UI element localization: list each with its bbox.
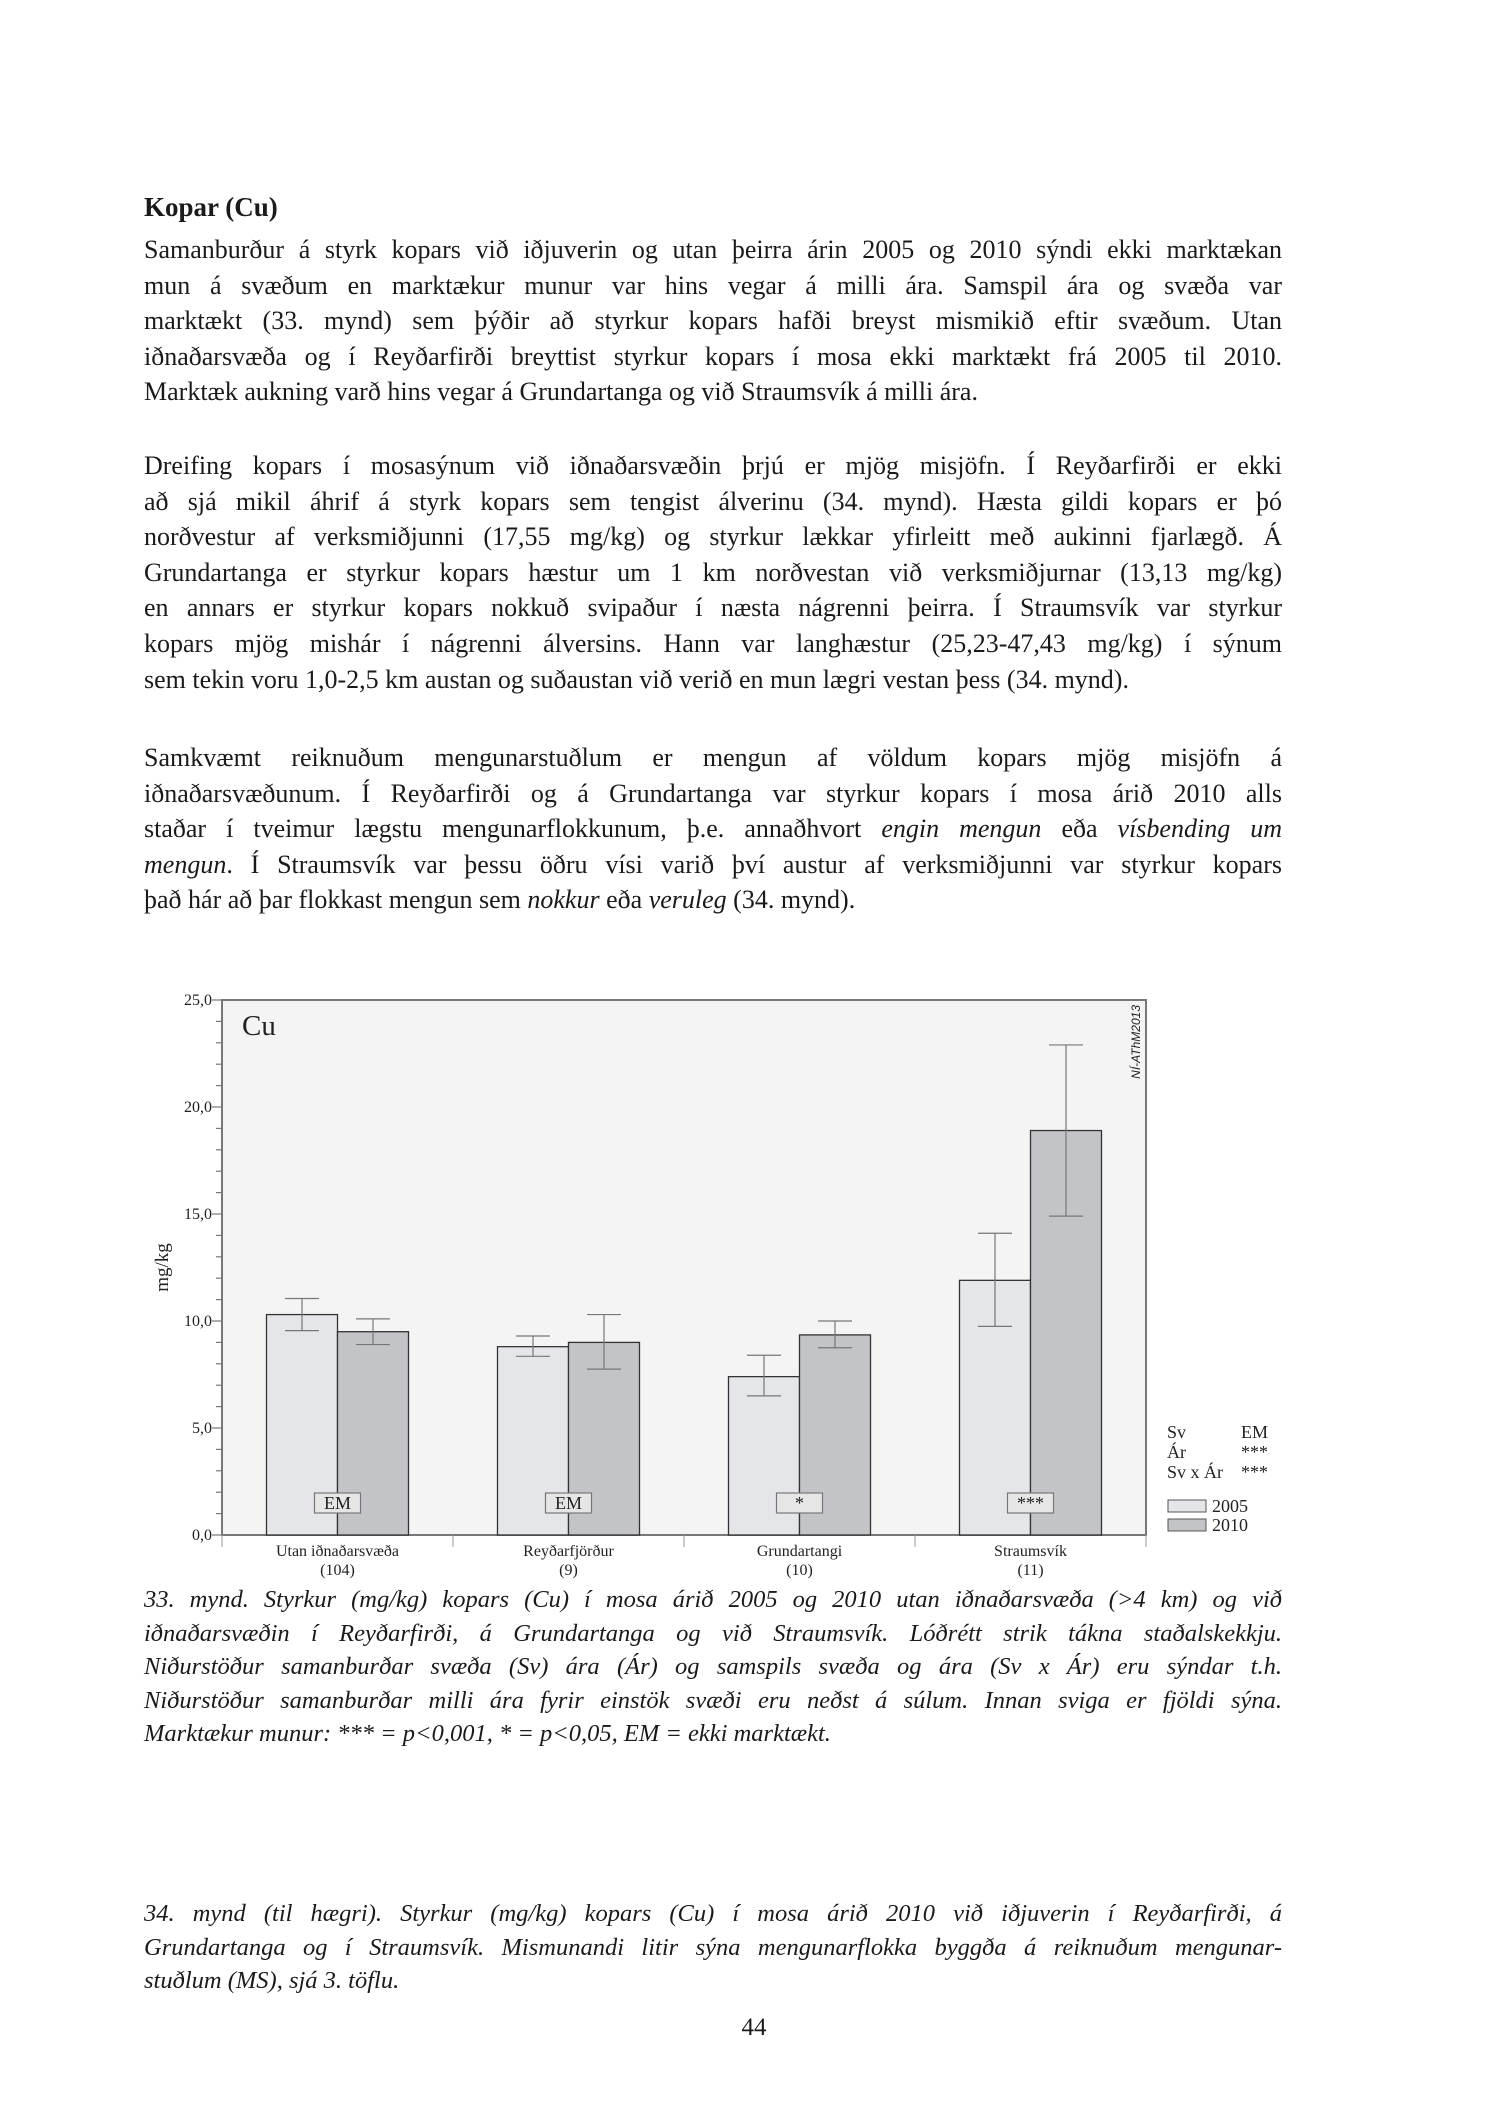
emphasis-text: mengun (144, 849, 227, 879)
text-line (144, 268, 1282, 304)
cu-bar-chart (0, 980, 1500, 1580)
caption-line: Niðurstöður samanburðar svæða (Sv) ára (Ár) og samspils svæða og ára (Sv x Ár) eru sýndar t.h. (144, 1653, 1282, 1680)
text-segment: marktækt (33. mynd) sem þýðir að styrkur kopars hafði breyst mismikið eftir svæðum. Utan (144, 306, 1282, 336)
text-line (144, 590, 1282, 626)
text-segment: Samkvæmt reiknuðum mengunarstuðlum er mengun af völdum kopars mjög misjöfn á (144, 743, 1282, 772)
section-heading: Kopar (Cu) (144, 192, 278, 222)
stats-value: *** (1241, 1462, 1268, 1482)
text-segment: norðvestur af verksmiðjunni (17,55 mg/kg) og styrkur lækkar yfirleitt með aukinni fjarlægð. Á (144, 522, 1282, 552)
sample-size-label: (10) (786, 1562, 813, 1579)
text-segment: Dreifing kopars í mosasýnum við iðnaðarsvæðin þrjú er mjög misjöfn. Í Reyðarfirði er ekki (144, 451, 1282, 480)
paragraph-2 (144, 448, 1282, 697)
text-segment: sem tekin voru 1,0-2,5 km austan og suðaustan við verið en mun lægri vestan þess (34. mynd). (144, 664, 1129, 694)
text-segment: Samanburður á styrk kopars við iðjuverin og utan þeirra árin 2005 og 2010 sýndi ekki marktækan (144, 235, 1282, 264)
significance-label: EM (555, 1493, 582, 1513)
emphasis-text: nokkur (527, 885, 600, 915)
category-label: Grundartangi (756, 1543, 843, 1560)
stats-label: Sv x Ár (1167, 1462, 1224, 1482)
caption-line: 34. mynd (til hægri). Styrkur (mg/kg) kopars (Cu) í mosa árið 2010 við iðjuverin í Reyðarfirði, á (144, 1900, 1282, 1927)
y-tick-label: 15,0 (184, 1206, 212, 1223)
watermark-text: NÍ-AThM2013 (1129, 1005, 1143, 1079)
text-line (144, 303, 1282, 339)
stats-value: *** (1241, 1442, 1268, 1462)
text-line (144, 662, 1282, 698)
significance-label: * (795, 1493, 804, 1513)
stats-label: Sv (1167, 1422, 1187, 1442)
sample-size-label: (9) (559, 1562, 578, 1579)
text-segment: staðar í tveimur lægstu mengunarflokkunum, þ.e. annaðhvort (144, 814, 882, 844)
text-segment: að sjá mikil áhrif á styrk kopars sem tengist álverinu (34. mynd). Hæsta gildi kopars er þó (144, 486, 1282, 516)
text-segment: mun á svæðum en marktækur munur var hins vegar á milli ára. Samspil ára og svæða var (144, 270, 1282, 300)
sample-size-label: (104) (320, 1562, 355, 1579)
legend-label: 2010 (1212, 1515, 1248, 1535)
figure-33-caption (144, 1583, 1282, 1751)
text-line (144, 626, 1282, 662)
significance-label: *** (1017, 1493, 1044, 1513)
text-line (144, 374, 1282, 410)
caption-line: Grundartanga og í Straumsvík. Mismunandi litir sýna mengunarflokka byggða á reiknuðum mengunar- (144, 1933, 1282, 1961)
legend-label: 2005 (1212, 1496, 1248, 1516)
text-segment: eða (599, 885, 649, 915)
emphasis-text: veruleg (648, 885, 727, 915)
text-segment: Grundartanga er styrkur kopars hæstur um 1 km norðvestan við verksmiðjurnar (13,13 mg/kg) (144, 557, 1282, 587)
text-line (144, 811, 1282, 847)
text-line (144, 555, 1282, 591)
paragraph-1 (144, 232, 1282, 410)
caption-line: iðnaðarsvæðin í Reyðarfirði, á Grundartanga og við Straumsvík. Lóðrétt strik tákna staðalskekkju. (144, 1619, 1282, 1647)
text-segment: Marktæk aukning varð hins vegar á Grundartanga og við Straumsvík á milli ára. (144, 377, 978, 407)
text-segment: . Í Straumsvík var þessu öðru vísi varið því austur af verksmiðjunni var styrkur kopars (226, 849, 1282, 879)
caption-line: stuðlum (MS), sjá 3. töflu. (144, 1967, 400, 1994)
caption-line: Niðurstöður samanburðar milli ára fyrir einstök svæði eru neðst á súlum. Innan sviga er fjöldi sýna. (144, 1686, 1282, 1714)
paragraph-3 (144, 740, 1282, 918)
text-segment: en annars er styrkur kopars nokkuð svipaður í næsta nágrenni þeirra. Í Straumsvík var styrkur (144, 593, 1282, 623)
category-label: Utan iðnaðarsvæða (275, 1543, 400, 1560)
y-tick-label: 5,0 (192, 1420, 212, 1437)
y-tick-label: 10,0 (184, 1313, 212, 1330)
stats-label: Ár (1167, 1442, 1186, 1462)
category-label: Reyðarfjörður (523, 1543, 614, 1560)
text-line (144, 847, 1282, 883)
legend-swatch-2010 (1168, 1519, 1206, 1531)
text-line (144, 339, 1282, 375)
figure-34-caption (144, 1897, 1282, 1998)
text-segment: kopars mjög mishár í nágrenni álversins. Hann var langhæstur (25,23-47,43 mg/kg) í sýnum (144, 628, 1282, 658)
y-tick-label: 0,0 (192, 1527, 212, 1544)
y-tick-label: 20,0 (184, 1099, 212, 1116)
emphasis-text: engin mengun (881, 814, 1042, 844)
y-axis-label: mg/kg (152, 1243, 173, 1292)
sample-size-label: (11) (1017, 1562, 1044, 1579)
emphasis-text: vísbending um (1117, 814, 1282, 844)
text-segment: iðnaðarsvæðunum. Í Reyðarfirði og á Grundartanga var styrkur kopars í mosa árið 2010 alls (144, 778, 1282, 808)
category-label: Straumsvík (994, 1543, 1067, 1560)
stats-value: EM (1241, 1422, 1268, 1442)
y-tick-label: 25,0 (184, 992, 212, 1009)
text-segment: iðnaðarsvæða og í Reyðarfirði breyttist styrkur kopars í mosa ekki marktækt frá 2005 til 2010. (144, 341, 1282, 371)
caption-line: 33. mynd. Styrkur (mg/kg) kopars (Cu) í mosa árið 2005 og 2010 utan iðnaðarsvæða (>4 km) og við (144, 1586, 1282, 1613)
legend-swatch-2005 (1168, 1500, 1206, 1512)
text-line (144, 448, 1282, 484)
text-line (144, 484, 1282, 520)
caption-line: Marktækur munur: *** = p<0,001, * = p<0,05, EM = ekki marktækt. (144, 1720, 831, 1747)
page-number: 44 (741, 2014, 767, 2041)
text-line (144, 882, 1282, 918)
chart-title: Cu (242, 1010, 276, 1042)
text-line (144, 776, 1282, 812)
significance-label: EM (324, 1493, 351, 1513)
text-line (144, 232, 1282, 268)
text-segment: (34. mynd). (726, 885, 856, 915)
text-line (144, 519, 1282, 555)
text-segment: það hár að þar flokkast mengun sem (144, 885, 528, 915)
text-line (144, 740, 1282, 776)
text-segment: eða (1041, 814, 1118, 844)
